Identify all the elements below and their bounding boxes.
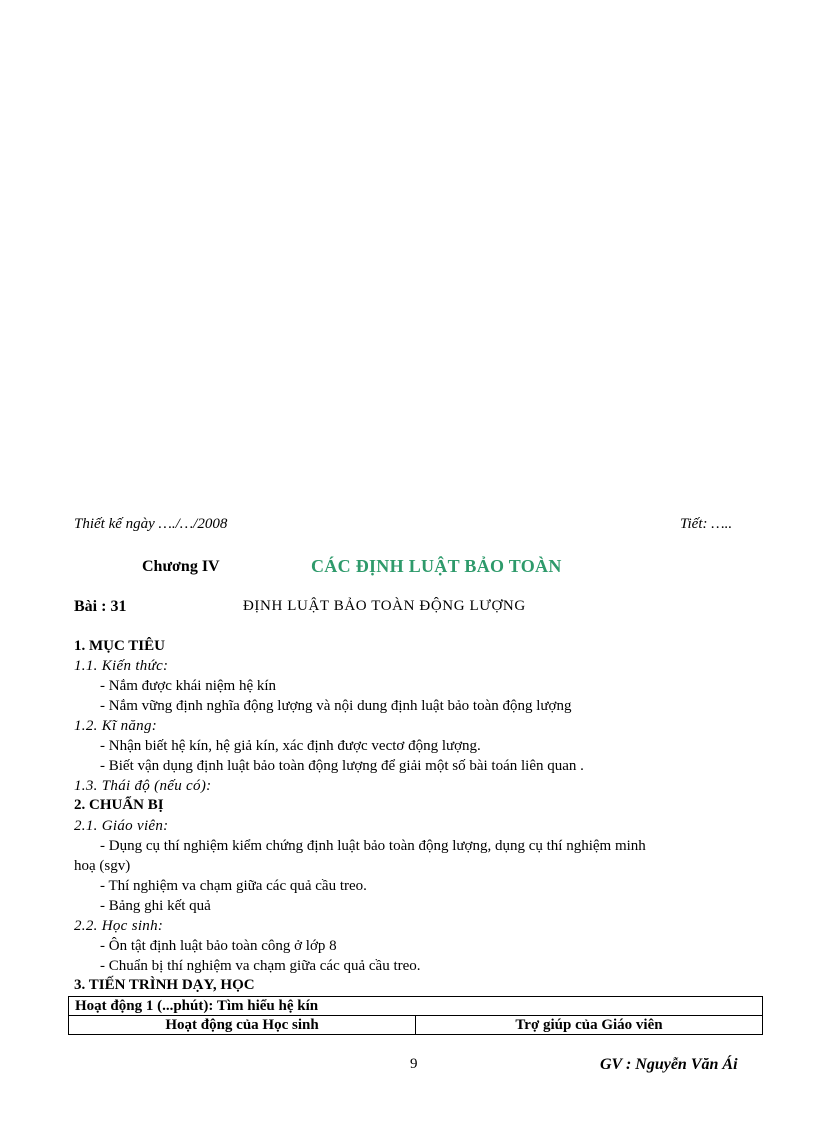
teacher-name: GV : Nguyễn Văn Ái	[600, 1056, 738, 1073]
list-item: - Nắm được khái niệm hệ kín	[100, 678, 277, 694]
design-date: Thiết kế ngày …./…/2008	[74, 516, 228, 532]
lesson-label: Bài : 31	[74, 598, 127, 615]
section-preparation: 2. CHUẨN BỊ	[74, 797, 164, 813]
list-item: - Thí nghiệm va chạm giữa các quả cầu treo.	[100, 878, 367, 894]
subsection-attitude: 1.3. Thái độ (nếu có):	[74, 778, 212, 794]
section-objectives: 1. MỤC TIÊU	[74, 638, 165, 654]
activity-table	[68, 996, 763, 1035]
list-item: - Chuẩn bị thí nghiệm va chạm giữa các quả cầu treo.	[100, 958, 421, 974]
period-number: Tiết: …..	[680, 516, 733, 532]
column-header-student: Hoạt động của Học sinh	[69, 1016, 416, 1035]
activity-title: Hoạt động 1 (...phút): Tìm hiểu hệ kín	[69, 997, 763, 1016]
list-item: - Nhận biết hệ kín, hệ giả kín, xác định được vectơ động lượng.	[100, 738, 481, 754]
list-item: - Nắm vững định nghĩa động lượng và nội dung định luật bảo toàn động lượng	[100, 698, 572, 714]
chapter-title: CÁC ĐỊNH LUẬT BẢO TOÀN	[311, 556, 562, 576]
list-item: - Biết vận dụng định luật bảo toàn động lượng để giải một số bài toán liên quan .	[100, 758, 584, 774]
list-item: - Dụng cụ thí nghiệm kiểm chứng định luật bảo toàn động lượng, dụng cụ thí nghiệm minh	[100, 838, 646, 854]
table-row	[69, 997, 763, 1016]
list-item: - Ôn tật định luật bảo toàn công ở lớp 8	[100, 938, 337, 954]
column-header-teacher: Trợ giúp của Giáo viên	[416, 1016, 763, 1035]
subsection-knowledge: 1.1. Kiến thức:	[74, 658, 169, 674]
table-row	[69, 1016, 763, 1035]
list-item: - Bảng ghi kết quả	[100, 898, 211, 914]
section-teaching-process: 3. TIẾN TRÌNH DẠY, HỌC	[74, 977, 255, 993]
chapter-label: Chương IV	[142, 558, 220, 575]
subsection-teacher: 2.1. Giáo viên:	[74, 818, 169, 834]
subsection-students: 2.2. Học sinh:	[74, 918, 164, 934]
subsection-skills: 1.2. Kĩ năng:	[74, 718, 158, 734]
page-number: 9	[410, 1056, 418, 1072]
list-item-continuation: hoạ (sgv)	[74, 858, 131, 874]
lesson-title: ĐỊNH LUẬT BẢO TOÀN ĐỘNG LƯỢNG	[243, 598, 526, 614]
